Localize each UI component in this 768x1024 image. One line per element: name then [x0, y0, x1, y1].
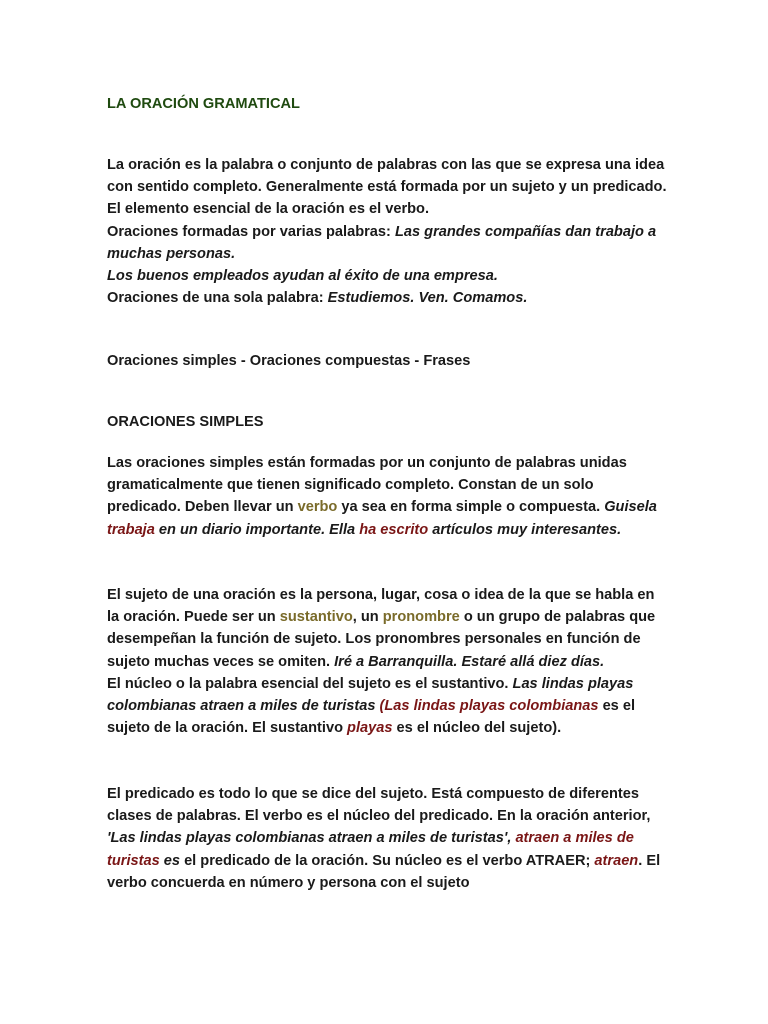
text: . El verbo concuerda en número y persona con el sujeto: [107, 852, 661, 891]
text: es el sujeto de la oración. El sustantivo: [107, 698, 636, 737]
text: es el núcleo del sujeto).: [392, 720, 562, 737]
playas-highlight: playas: [347, 720, 393, 737]
example-text: artículos muy interesantes.: [428, 521, 622, 538]
text: el predicado de la oración. Su núcleo es el verbo ATRAER;: [180, 852, 595, 869]
multi-word-label: Oraciones formadas por varias palabras:: [107, 223, 391, 240]
text: El sujeto de una oración es la persona, lugar, cosa o idea de la que se habla en la oración. Puede ser un: [107, 587, 655, 626]
sentence-types-line: Oraciones simples - Oraciones compuestas - Frases: [107, 353, 471, 369]
subject-highlight: (Las lindas playas colombianas: [375, 698, 599, 715]
text: Las oraciones simples están formadas por un conjunto de palabras unidas gramaticalmente que tienen significado completo. Constan de un solo predicado. Deben llevar un: [107, 455, 627, 516]
predicate-paragraph: [107, 783, 667, 894]
example-text: Guisela: [604, 499, 657, 516]
intro-text: La oración es la palabra o conjunto de palabras con las que se expresa una idea con sentido completo. Generalmente está formada por un sujeto y un predicado. El elemento esencial de la oración es el verbo.: [107, 157, 667, 218]
single-word-label: Oraciones de una sola palabra:: [107, 290, 324, 307]
example-text: 'Las lindas playas colombianas atraen a miles de turistas',: [107, 830, 512, 847]
example-text: Iré a Barranquilla. Estaré allá diez días.: [334, 653, 605, 670]
text: o un grupo de palabras que desempeñan la función de sujeto. Los pronombres personales en función de sujeto muchas veces se omiten.: [107, 609, 656, 670]
subject-paragraph: [107, 584, 667, 739]
text: El predicado es todo lo que se dice del sujeto. Está compuesto de diferentes clases de palabras. El verbo es el núcleo del predicado. En la oración anterior,: [107, 786, 651, 825]
predicate-highlight: atraen a miles de turistas: [107, 830, 634, 869]
text: , un: [352, 609, 383, 626]
multi-word-example-1: Las grandes compañías dan trabajo a muchas personas.: [107, 223, 657, 262]
example-text: en un diario importante. Ella: [154, 521, 360, 538]
example-text: Las lindas playas colombianas atraen a miles de turistas: [107, 675, 634, 715]
simple-sentences-paragraph: [107, 452, 667, 541]
document-title: LA ORACIÓN GRAMATICAL: [107, 96, 300, 112]
single-word-example: Estudiemos. Ven. Comamos.: [327, 290, 528, 307]
trabaja-highlight: trabaja: [107, 521, 155, 538]
sustantivo-highlight: sustantivo: [279, 609, 353, 626]
verbo-highlight: verbo: [297, 499, 338, 516]
es-text: es: [159, 852, 181, 869]
intro-paragraph: [107, 154, 667, 309]
pronombre-highlight: pronombre: [382, 609, 460, 626]
ha-escrito-highlight: ha escrito: [359, 521, 429, 538]
section-heading: ORACIONES SIMPLES: [107, 414, 264, 430]
text: El núcleo o la palabra esencial del sujeto es el sustantivo.: [107, 675, 513, 692]
text: ya sea en forma simple o compuesta.: [337, 499, 605, 516]
multi-word-example-2: Los buenos empleados ayudan al éxito de una empresa.: [107, 268, 498, 285]
atraen-highlight: atraen: [594, 852, 639, 869]
